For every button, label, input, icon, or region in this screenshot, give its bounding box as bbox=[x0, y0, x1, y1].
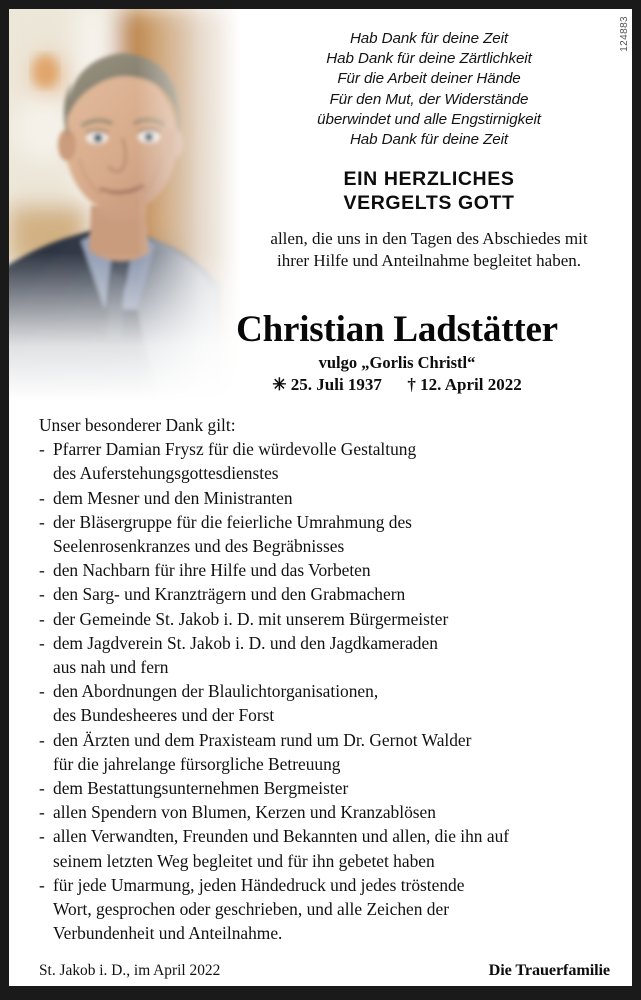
list-item-line: Seelenrosenkranzes und des Begräbnisses bbox=[53, 536, 345, 557]
memorial-poem bbox=[223, 29, 632, 150]
list-item bbox=[39, 437, 619, 485]
bullet-dash: - bbox=[39, 681, 45, 702]
poem-line: Hab Dank für deine Zeit bbox=[349, 30, 509, 47]
bullet-dash: - bbox=[39, 608, 45, 629]
deceased-nickname: vulgo „Gorlis Christl“ bbox=[318, 353, 476, 372]
thanks-subheading bbox=[223, 228, 632, 271]
bullet-dash: - bbox=[39, 511, 45, 532]
bullet-dash: - bbox=[39, 632, 45, 653]
list-item-line: für jede Umarmung, jeden Händedruck und jedes tröstende bbox=[53, 874, 465, 895]
list-item-line: den Sarg- und Kranzträgern und den Grabmachern bbox=[53, 584, 406, 605]
deceased-name-block bbox=[159, 309, 632, 395]
list-item bbox=[39, 679, 619, 727]
bullet-dash: - bbox=[39, 584, 45, 605]
list-item-line: allen Spendern von Blumen, Kerzen und Kranzablösen bbox=[53, 802, 436, 823]
thanks-heading-line-1: EIN HERZLICHES bbox=[343, 168, 515, 191]
notice-inner bbox=[9, 9, 632, 986]
thanks-list bbox=[39, 437, 619, 945]
list-item bbox=[39, 824, 619, 872]
list-item-line: des Auferstehungsgottesdienstes bbox=[53, 463, 279, 484]
notice-footer bbox=[39, 961, 610, 980]
bullet-dash: - bbox=[39, 560, 45, 581]
footer-place-date: St. Jakob i. D., im April 2022 bbox=[39, 962, 221, 979]
thanks-intro: Unser besonderer Dank gilt: bbox=[39, 415, 236, 435]
list-item bbox=[39, 607, 619, 631]
death-cross-icon: † bbox=[407, 375, 416, 394]
bullet-dash: - bbox=[39, 826, 45, 847]
list-item bbox=[39, 800, 619, 824]
bullet-dash: - bbox=[39, 874, 45, 895]
list-item-line: dem Bestattungsunternehmen Bergmeister bbox=[53, 778, 349, 799]
poem-line: Hab Dank für deine Zärtlichkeit bbox=[326, 50, 532, 68]
poem-line: überwindet und alle Engstirnigkeit bbox=[317, 110, 541, 128]
thanks-subheading-line-2: ihrer Hilfe und Anteilnahme begleitet haben. bbox=[276, 250, 581, 270]
poem-line: Für die Arbeit deiner Hände bbox=[337, 70, 521, 88]
list-item-line: für die jahrelange fürsorgliche Betreuung bbox=[53, 753, 341, 774]
list-item-line: seinem letzten Weg begleitet und für ihn gebetet haben bbox=[53, 850, 435, 871]
birth-date: 25. Juli 1937 bbox=[290, 375, 382, 394]
reference-id-label: 124883 bbox=[619, 16, 630, 52]
list-item bbox=[39, 510, 619, 558]
list-item bbox=[39, 631, 619, 679]
list-item-line: den Ärzten und dem Praxisteam rund um Dr. Gernot Walder bbox=[53, 729, 472, 750]
list-item-line: dem Mesner und den Ministranten bbox=[53, 487, 293, 508]
bullet-dash: - bbox=[39, 802, 45, 823]
list-item-line: allen Verwandten, Freunden und Bekannten und allen, die ihn auf bbox=[53, 826, 510, 847]
list-item bbox=[39, 728, 619, 776]
list-item bbox=[39, 486, 619, 510]
list-item bbox=[39, 873, 619, 946]
poem-line: Für den Mut, der Widerstände bbox=[329, 90, 529, 108]
thanks-heading-line-2: VERGELTS GOTT bbox=[343, 192, 515, 215]
deceased-dates bbox=[159, 374, 632, 395]
thanks-heading bbox=[223, 167, 632, 215]
list-item-line: der Gemeinde St. Jakob i. D. mit unserem Bürgermeister bbox=[53, 608, 449, 629]
birth-symbol-icon: ✳ bbox=[272, 375, 287, 394]
list-item-line: den Abordnungen der Blaulichtorganisationen, bbox=[53, 681, 379, 702]
bullet-dash: - bbox=[39, 778, 45, 799]
list-item-line: Wort, gesprochen oder geschrieben, und alle Zeichen der bbox=[53, 899, 450, 920]
thanks-body bbox=[39, 413, 619, 945]
list-item-line: Verbundenheit und Anteilnahme. bbox=[53, 923, 283, 944]
list-item-line: aus nah und fern bbox=[53, 657, 169, 678]
bullet-dash: - bbox=[39, 729, 45, 750]
list-item-line: Pfarrer Damian Frysz für die würdevolle Gestaltung bbox=[53, 439, 417, 460]
list-item-line: den Nachbarn für ihre Hilfe und das Vorbeten bbox=[53, 560, 371, 581]
list-item-line: der Bläsergruppe für die feierliche Umrahmung des bbox=[53, 511, 412, 532]
death-date: 12. April 2022 bbox=[420, 375, 522, 394]
header-block bbox=[223, 29, 632, 271]
bullet-dash: - bbox=[39, 439, 45, 460]
list-item bbox=[39, 776, 619, 800]
footer-signature: Die Trauerfamilie bbox=[488, 961, 610, 979]
deceased-name: Christian Ladstätter bbox=[236, 309, 558, 350]
list-item bbox=[39, 582, 619, 606]
list-item bbox=[39, 558, 619, 582]
thanks-subheading-line-1: allen, die uns in den Tagen des Abschiedes mit bbox=[270, 229, 588, 249]
list-item-line: dem Jagdverein St. Jakob i. D. und den Jagdkameraden bbox=[53, 632, 438, 653]
list-item-line: des Bundesheeres und der Forst bbox=[53, 705, 275, 726]
bullet-dash: - bbox=[39, 487, 45, 508]
poem-line: Hab Dank für deine Zeit bbox=[349, 131, 509, 149]
